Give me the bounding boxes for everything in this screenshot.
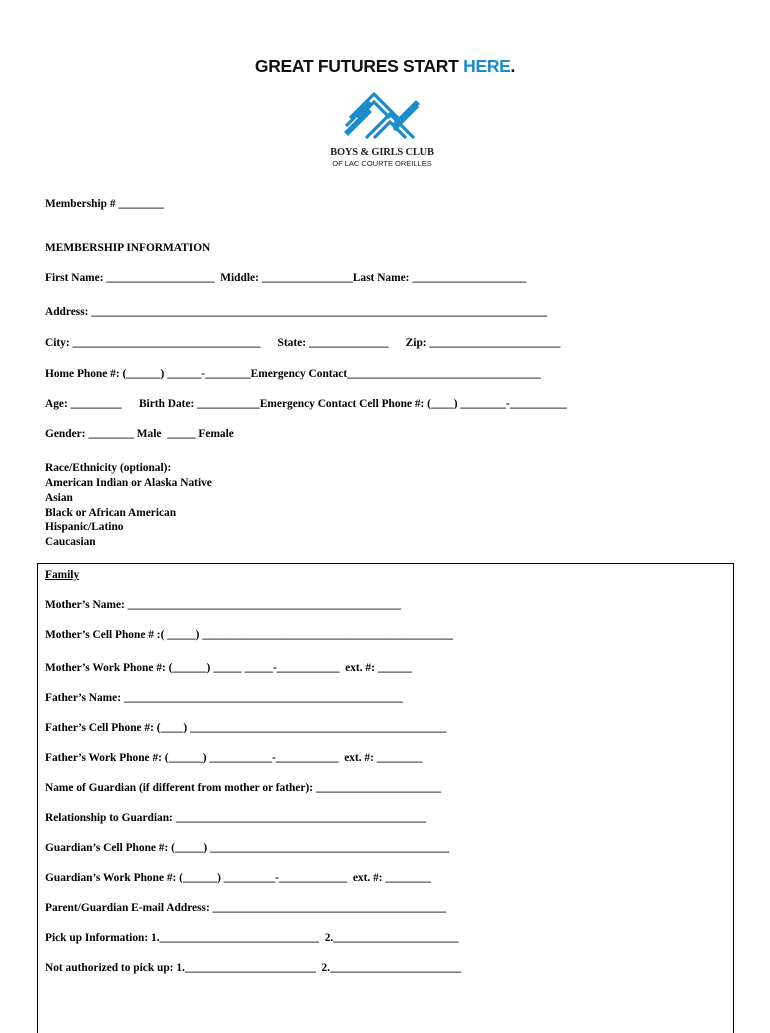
race-title: Race/Ethnicity (optional): (45, 462, 172, 474)
family-title: Family (45, 569, 80, 581)
race-option[interactable]: Black or African American (45, 507, 177, 519)
race-option[interactable]: Hispanic/Latino (45, 521, 124, 533)
name-fields[interactable]: First Name: ___________________ Middle: ________________Last Name: ____________________ (45, 272, 527, 284)
tagline-suffix: . (510, 56, 516, 76)
race-option[interactable]: Asian (45, 492, 73, 504)
home-phone-emergency-contact-fields[interactable]: Home Phone #: (______) ______-________Emergency Contact__________________________________ (45, 368, 541, 380)
mother-cell-phone-field[interactable]: Mother’s Cell Phone # :( _____) ____________________________________________ (45, 629, 453, 641)
father-name-field[interactable]: Father’s Name: _________________________________________________ (45, 692, 403, 704)
city-state-zip-fields[interactable]: City: _________________________________ State: ______________ Zip: _______________________ (45, 337, 561, 349)
membership-number-field[interactable]: Membership # ________ (45, 198, 164, 210)
father-work-phone-field[interactable]: Father’s Work Phone #: (______) ___________-___________ ext. #: ________ (45, 752, 423, 764)
tagline-accent: HERE (463, 56, 511, 76)
pickup-info-field[interactable]: Pick up Information: 1.____________________________ 2.______________________ (45, 932, 459, 944)
guardian-name-field[interactable]: Name of Guardian (if different from mother or father): ______________________ (45, 782, 442, 794)
address-field[interactable]: Address: ________________________________________________________________________________ (45, 306, 547, 318)
tagline-prefix: GREAT FUTURES START (254, 56, 464, 76)
parent-email-field[interactable]: Parent/Guardian E-mail Address: _________________________________________ (45, 902, 447, 914)
race-option[interactable]: American Indian or Alaska Native (45, 477, 212, 489)
not-authorized-pickup-field[interactable]: Not authorized to pick up: 1._______________________ 2._______________________ (45, 962, 462, 974)
gender-field[interactable]: Gender: ________ Male _____ Female (45, 428, 234, 440)
boys-girls-club-hands-logo-icon (340, 88, 424, 144)
tagline (0, 56, 770, 77)
guardian-cell-phone-field[interactable]: Guardian’s Cell Phone #: (_____) __________________________________________ (45, 842, 450, 854)
father-cell-phone-field[interactable]: Father’s Cell Phone #: (____) _____________________________________________ (45, 722, 447, 734)
mother-name-field[interactable]: Mother’s Name: ________________________________________________ (45, 599, 402, 611)
guardian-relationship-field[interactable]: Relationship to Guardian: ____________________________________________ (45, 812, 427, 824)
race-option[interactable]: Caucasian (45, 536, 96, 548)
age-birthdate-emergency-phone-fields[interactable]: Age: _________ Birth Date: ___________Emergency Contact Cell Phone #: (____) ________-__________ (45, 398, 567, 410)
mother-work-phone-field[interactable]: Mother’s Work Phone #: (______) _____ _____-___________ ext. #: ______ (45, 662, 412, 674)
guardian-work-phone-field[interactable]: Guardian’s Work Phone #: (______) _________-____________ ext. #: ________ (45, 872, 432, 884)
membership-section-title: MEMBERSHIP INFORMATION (45, 242, 211, 254)
org-subtitle: OF LAC COURTE OREILLES (332, 159, 432, 168)
org-name: BOYS & GIRLS CLUB (330, 147, 434, 158)
